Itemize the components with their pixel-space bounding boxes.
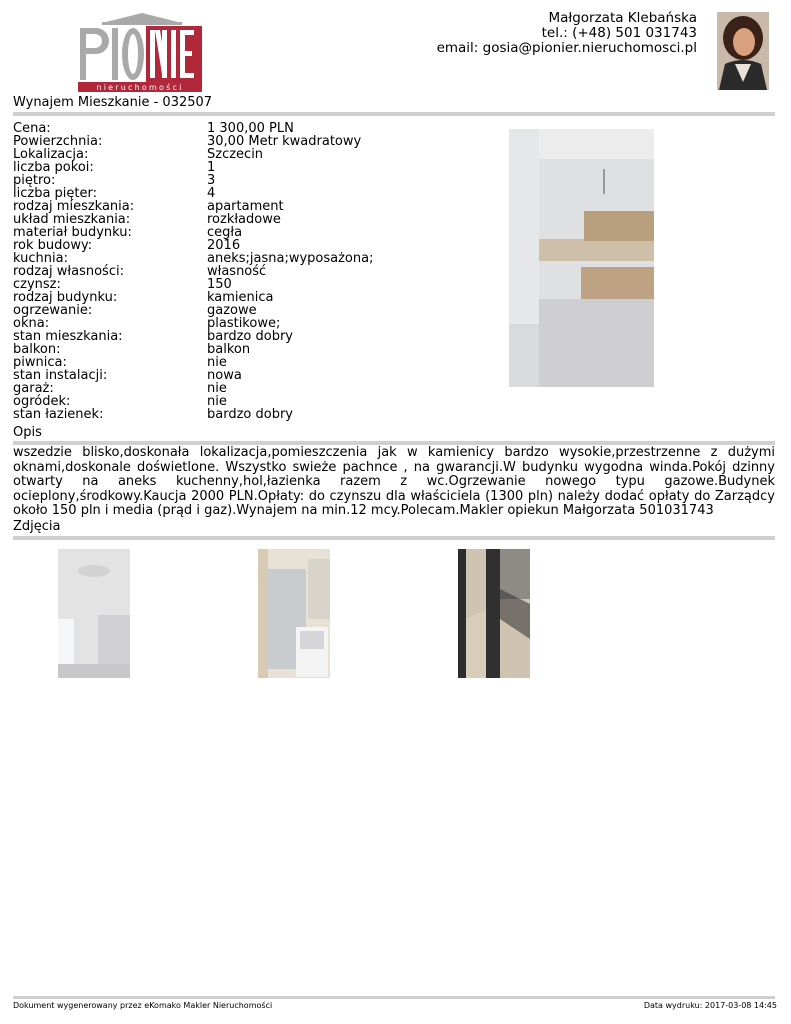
photo-thumbnail[interactable] — [58, 549, 130, 678]
property-row — [13, 408, 373, 421]
agent-photo — [717, 12, 769, 90]
agent-email: email: gosia@pionier.nieruchomosci.pl — [436, 40, 697, 56]
property-label: liczba pokoi: — [13, 160, 94, 175]
property-value: 1 300,00 PLN — [207, 121, 294, 136]
property-value: Szczecin — [207, 147, 264, 162]
property-row — [13, 343, 373, 356]
property-list — [13, 122, 373, 421]
property-value: bardzo dobry — [207, 329, 293, 344]
property-label: Lokalizacja: — [13, 147, 89, 162]
property-value: 4 — [207, 186, 216, 201]
agent-name: Małgorzata Klebańska — [548, 10, 697, 26]
property-value: balkon — [207, 342, 251, 357]
property-label: garaż: — [13, 381, 54, 396]
property-value: nie — [207, 355, 227, 370]
property-value: gazowe — [207, 303, 257, 318]
property-label: rodzaj mieszkania: — [13, 199, 135, 214]
property-label: materiał budynku: — [13, 225, 132, 240]
property-value: aneks;jasna;wyposażona; — [207, 251, 374, 266]
property-label: Cena: — [13, 121, 51, 136]
property-label: czynsz: — [13, 277, 61, 292]
property-label: balkon: — [13, 342, 61, 357]
photo-thumbnail[interactable] — [258, 549, 330, 678]
property-label: liczba pięter: — [13, 186, 97, 201]
property-label: Powierzchnia: — [13, 134, 103, 149]
footer-print-date: Data wydruku: 2017-03-08 14:45 — [643, 1001, 777, 1010]
property-row — [13, 330, 373, 343]
property-value: własność — [207, 264, 267, 279]
agent-contact — [437, 11, 697, 56]
property-label: piwnica: — [13, 355, 67, 370]
property-label: piętro: — [13, 173, 56, 188]
property-value: 2016 — [207, 238, 241, 253]
property-value: 30,00 Metr kwadratowy — [207, 134, 362, 149]
description-heading: Opis — [13, 425, 42, 440]
description-text: wszedzie blisko,doskonała lokalizacja,pomieszczenia jak w kamienicy bardzo wysokie,przestrzenne z dużymi oknami,doskonale doświetlone. Wszystko swieże pachnce , na gwarancji.W budynku wygodna winda.Pokój dzinny otwarty na aneks kuchenny,hol,łazienka razem z wc.Ogrzewanie nowego typu gazowe.Budynek ocieplony,środkowy.Kaucja 2000 PLN.Opłaty: do czynszu dla właściciela (1300 pln) należy dodać opłaty do Zarządcy około 150 pln i media (prąd i gaz).Wynajem na min.12 mcy.Polecam.Makler opiekun Małgorzata 501031743 — [13, 445, 775, 518]
footer-divider — [13, 996, 775, 999]
main-photo[interactable] — [509, 129, 654, 387]
property-label: rodzaj własności: — [13, 264, 124, 279]
property-value: kamienica — [207, 290, 274, 305]
property-value: 150 — [207, 277, 232, 292]
property-label: ogrzewanie: — [13, 303, 93, 318]
photos-heading: Zdjęcia — [13, 519, 61, 534]
property-row — [13, 161, 373, 174]
property-row — [13, 265, 373, 278]
property-value: nie — [207, 381, 227, 396]
footer-generated-by: Dokument wygenerowany przez eKomako Makler Nieruchomości — [13, 1001, 273, 1010]
company-logo — [78, 12, 206, 92]
property-label: okna: — [13, 316, 50, 331]
property-row — [13, 304, 373, 317]
property-value: apartament — [207, 199, 284, 214]
property-value: plastikowe; — [207, 316, 281, 331]
property-value: 3 — [207, 173, 216, 188]
property-value: nowa — [207, 368, 242, 383]
property-value: cegła — [207, 225, 243, 240]
property-value: nie — [207, 394, 227, 409]
property-row — [13, 369, 373, 382]
property-value: rozkładowe — [207, 212, 281, 227]
property-label: ogródek: — [13, 394, 71, 409]
property-value: 1 — [207, 160, 216, 175]
property-label: stan instalacji: — [13, 368, 108, 383]
title-divider — [13, 112, 775, 116]
property-label: stan mieszkania: — [13, 329, 123, 344]
logo-subtitle: nieruchomości — [96, 83, 184, 92]
property-label: układ mieszkania: — [13, 212, 131, 227]
property-label: rodzaj budynku: — [13, 290, 118, 305]
agent-phone: tel.: (+48) 501 031743 — [541, 25, 697, 41]
listing-title: Wynajem Mieszkanie - 032507 — [13, 95, 213, 110]
property-value: bardzo dobry — [207, 407, 293, 422]
property-label: rok budowy: — [13, 238, 93, 253]
photo-thumbnail[interactable] — [458, 549, 530, 678]
property-label: kuchnia: — [13, 251, 68, 266]
photos-divider — [13, 536, 775, 540]
property-label: stan łazienek: — [13, 407, 104, 422]
